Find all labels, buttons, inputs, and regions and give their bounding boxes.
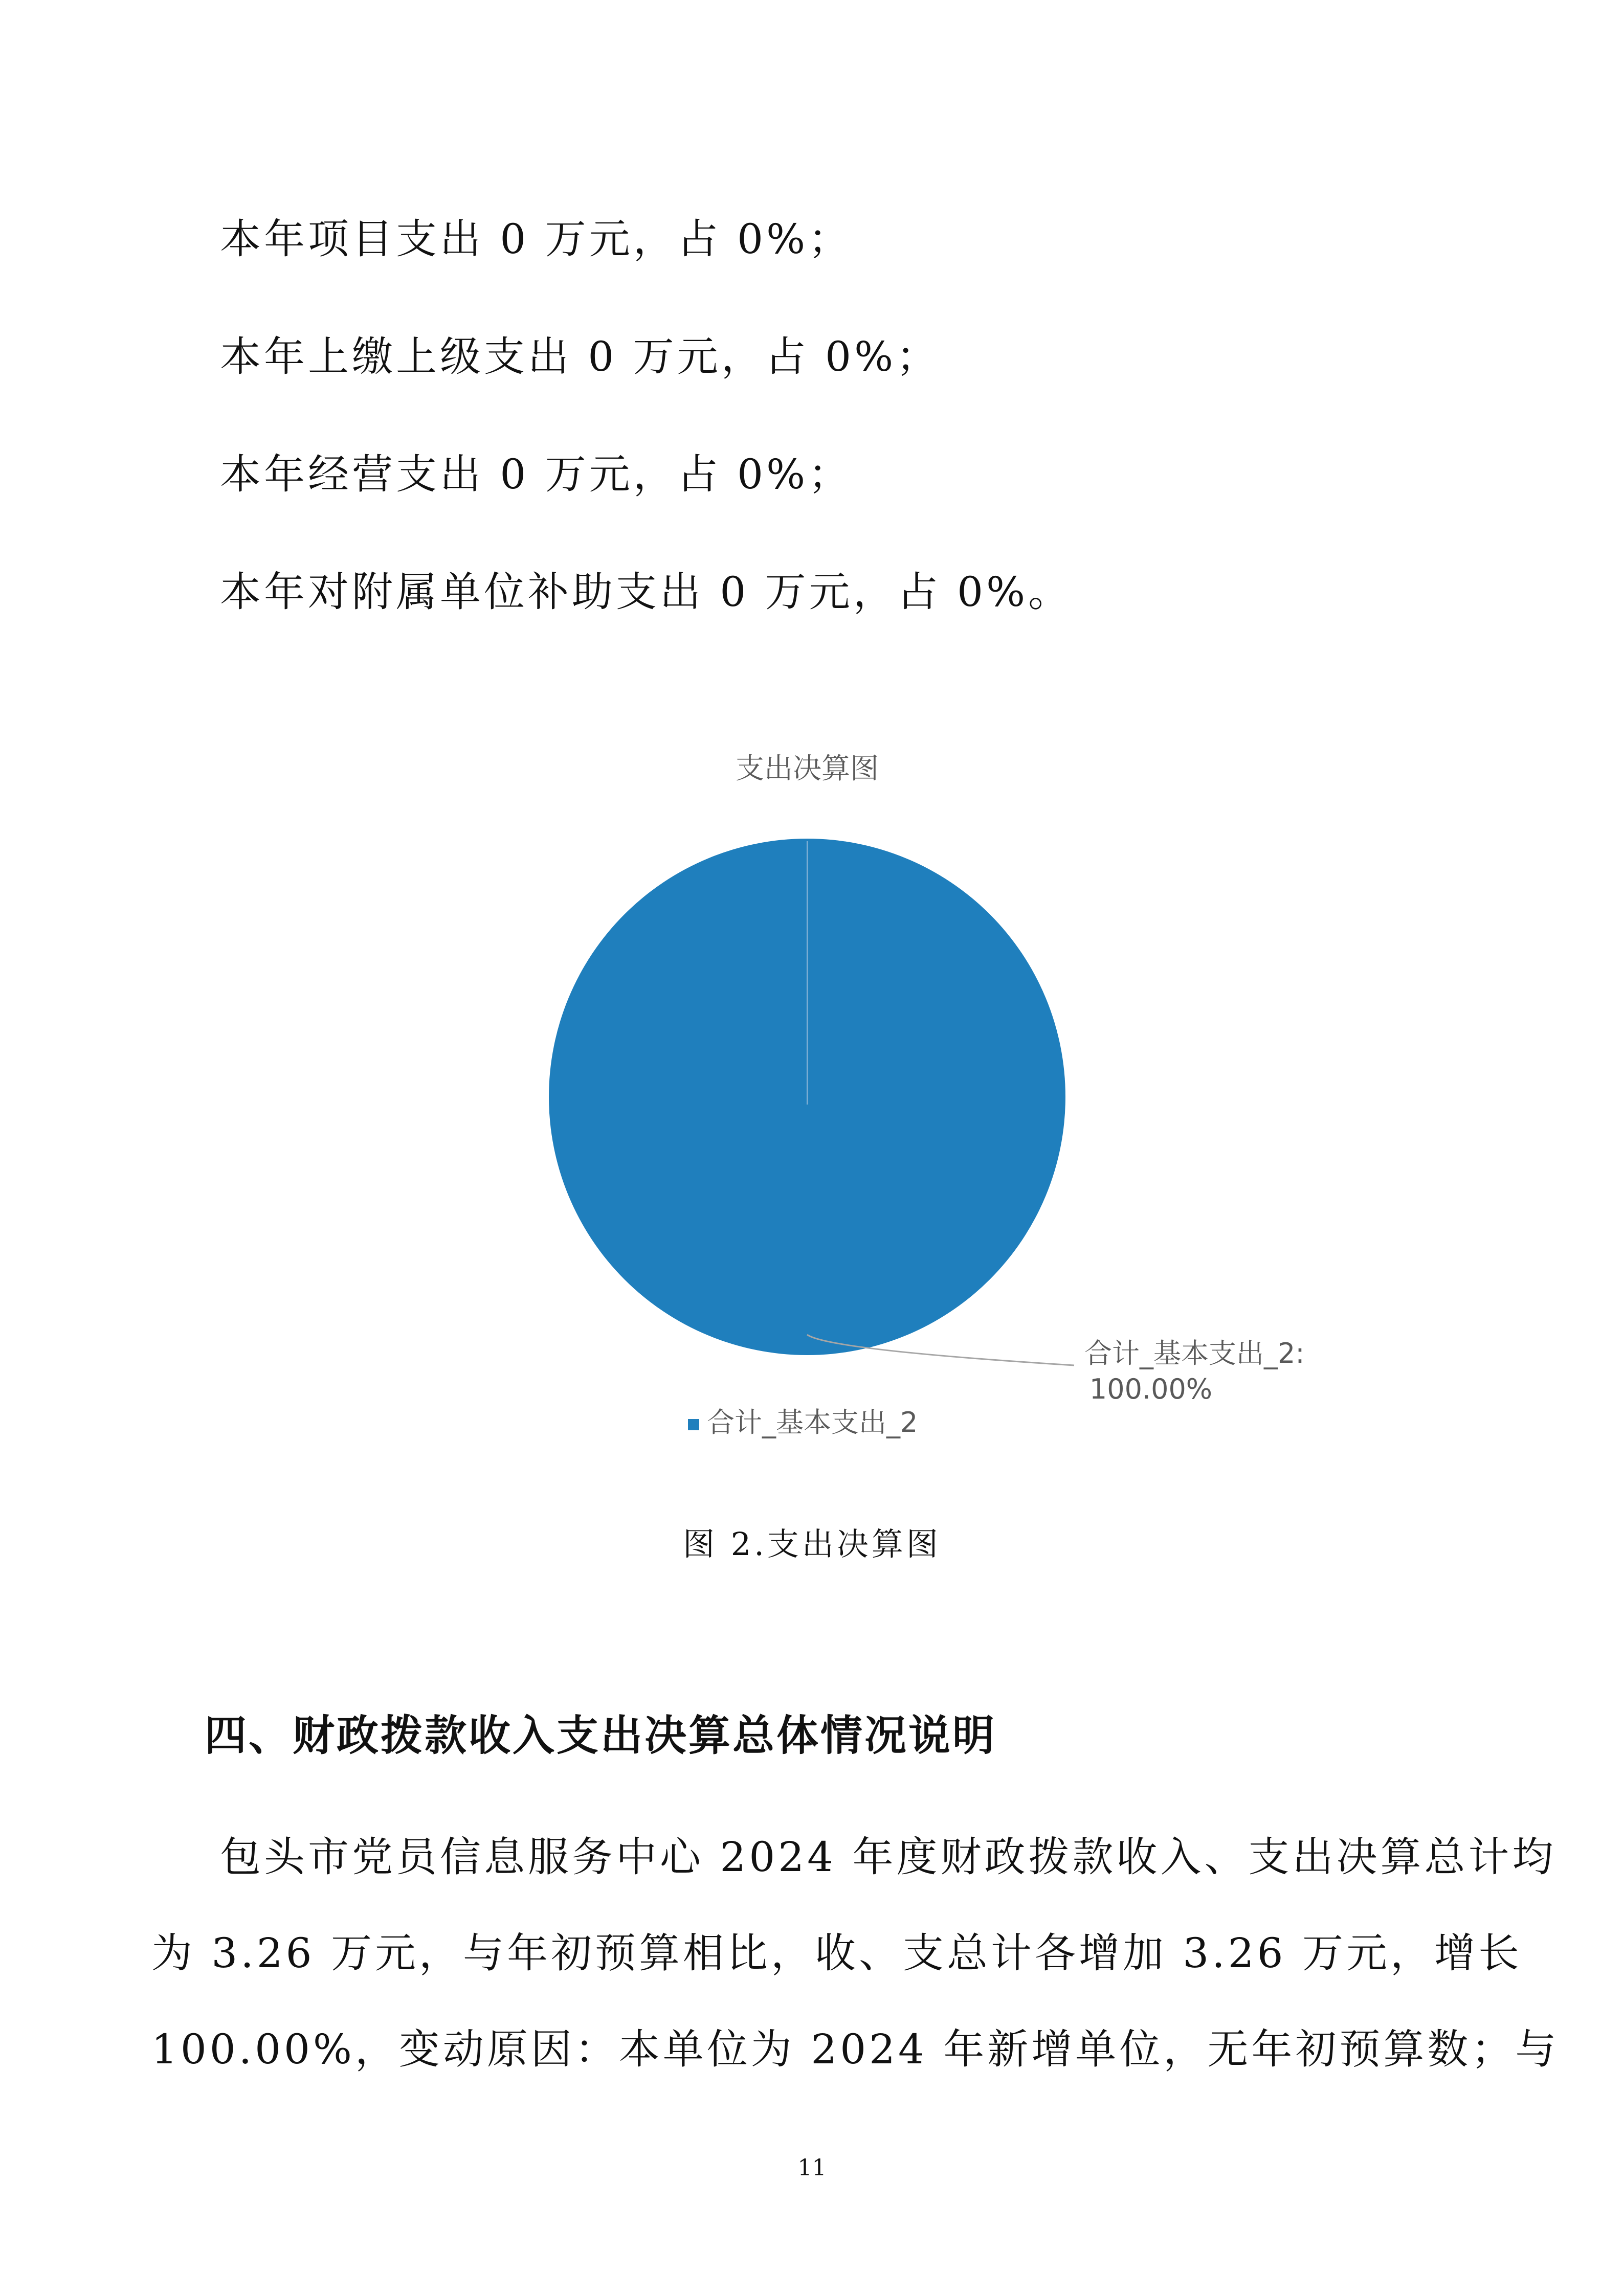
section-heading: 四、财政拨款收入支出决算总体情况说明 [205,1712,997,1760]
legend-swatch [688,1419,699,1430]
chart-title: 支出决算图 [736,752,879,785]
body-line-2: 为 3.26 万元，与年初预算相比，收、支总计各增加 3.26 万元，增长 [151,1929,1522,1977]
body-line-3: 100.00%，变动原因：本单位为 2024 年新增单位，无年初预算数；与 [151,2025,1560,2073]
data-label-value: 100.00% [1089,1373,1213,1405]
paragraph-subsidiary-expense: 本年对附属单位补助支出 0 万元，占 0%。 [220,568,1073,616]
paragraph-project-expense: 本年项目支出 0 万元，占 0%； [220,215,853,263]
paragraph-business-expense: 本年经营支出 0 万元，占 0%； [220,451,853,498]
legend-label: 合计_基本支出_2 [707,1406,918,1438]
paragraph-remit-superior-expense: 本年上缴上级支出 0 万元，占 0%； [220,333,941,380]
figure-caption: 图 2.支出决算图 [683,1525,941,1563]
data-label-category: 合计_基本支出_2: [1084,1337,1305,1369]
page-number: 11 [797,2155,827,2181]
body-line-1: 包头市党员信息服务中心 2024 年度财政拨款收入、支出决算总计均 [220,1833,1556,1881]
